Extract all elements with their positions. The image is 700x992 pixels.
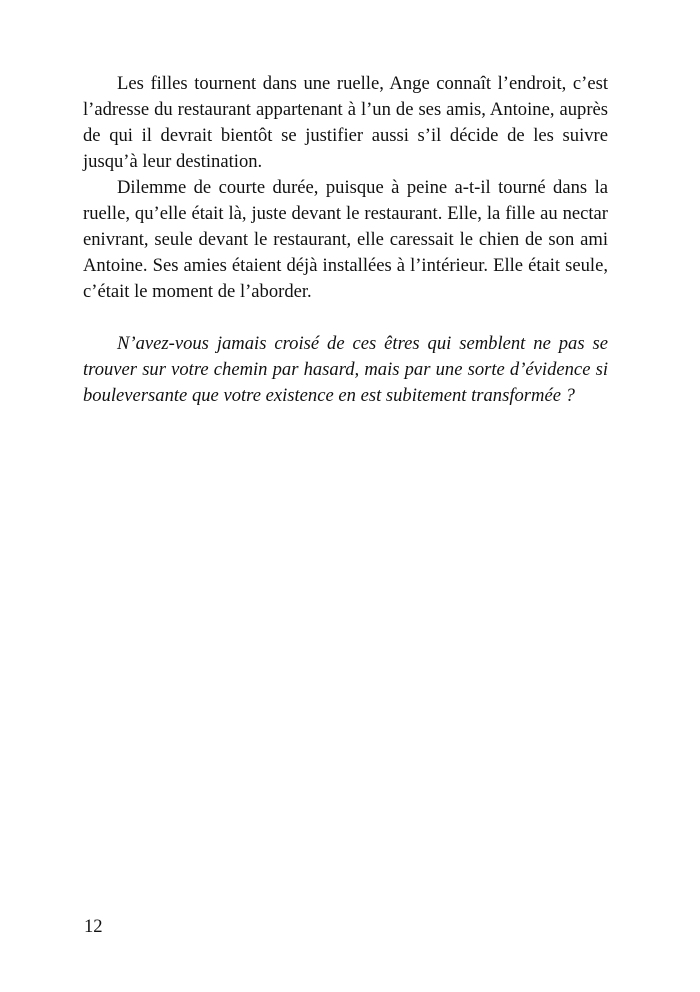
- page-number: 12: [84, 916, 103, 937]
- body-text: [83, 71, 608, 409]
- paragraph-2: Dilemme de courte durée, puisque à peine a-t-il tourné dans la ruelle, qu’elle était là, juste devant le restaurant. Elle, la fille au nectar enivrant, seule devant le restaurant, elle caressait le chien de son ami Antoine. Ses amies étaient déjà installées à l’intérieur. Elle était seule, c’était le moment de l’aborder.: [83, 177, 608, 302]
- paragraph-1: Les filles tournent dans une ruelle, Ange connaît l’endroit, c’est l’adresse du restaurant appartenant à l’un de ses amis, Antoine, auprès de qui il devrait bientôt se justifier aussi s’il décide de les suivre jusqu’à leur destination.: [83, 73, 608, 172]
- paragraph-3-italic: N’avez-vous jamais croisé de ces êtres qui semblent ne pas se trouver sur votre chemin par hasard, mais par une sorte d’évidence si bouleversante que votre existence en est subitement transformée ?: [83, 333, 608, 406]
